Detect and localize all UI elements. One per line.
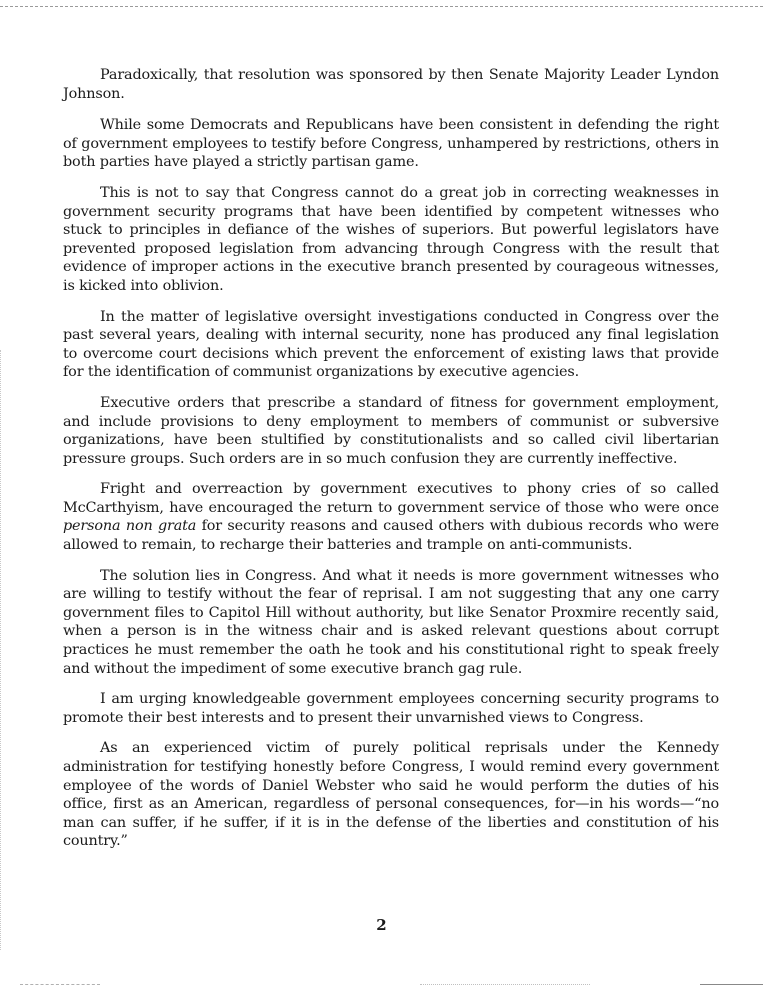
paragraph-7: The solution lies in Congress. And what it needs is more government witnesses who are willing to testify without the fear of reprisal. I am not suggesting that any one carry government files to Capitol Hill without authority, but like Senator Proxmire recently said, when a person is in the witness chair and is asked relevant questions about corrupt practices he must remember the oath he took and his constitutional right to speak freely and without the impediment of some executive branch gag rule. <box>63 567 719 677</box>
paragraph-9: As an experienced victim of purely political reprisals under the Kennedy administration for testifying honestly before Congress, I would remind every government employee of the words of Daniel Webster who said he would perform the duties of his office, first as an American, regardless of personal consequences, for—in his words—“no man can suffer, if he suffer, if it is in the defense of the liberties and constitution of his country.” <box>63 740 719 850</box>
paragraph-6-italic-phrase: persona non grata <box>63 518 197 535</box>
paragraph-1: Paradoxically, that resolution was sponsored by then Senate Majority Leader Lyndon Johnson. <box>63 67 719 102</box>
document-body <box>63 66 719 863</box>
paragraph-8: I am urging knowledgeable government employees concerning security programs to promote their best interests and to present their unvarnished views to Congress. <box>63 691 719 726</box>
paragraph-4: In the matter of legislative oversight investigations conducted in Congress over the past several years, dealing with internal security, none has produced any final legislation to overcome court decisions which prevent the enforcement of existing laws that provide for the identification of communist organizations by executive agencies. <box>63 308 719 381</box>
page-bottom-edge-left <box>20 984 100 985</box>
page-bottom-edge-right <box>700 984 763 985</box>
paragraph-2: While some Democrats and Republicans have been consistent in defending the right of government employees to testify before Congress, unhampered by restrictions, others in both parties have played a strictly partisan game. <box>63 117 719 171</box>
paragraph-3: This is not to say that Congress cannot do a great job in correcting weaknesses in government security programs that have been identified by competent witnesses who stuck to principles in defiance of the wishes of superiors. But powerful legislators have prevented proposed legislation from advancing through Congress with the result that evidence of improper actions in the executive branch presented by courageous witnesses, is kicked into oblivion. <box>63 184 719 294</box>
page-bottom-edge-middle <box>420 984 590 985</box>
paragraph-6-text-before: Fright and overreaction by government executives to phony cries of so called McCarthyism, have encouraged the return to government service of those who were once <box>63 481 719 516</box>
page-top-edge <box>0 0 763 7</box>
paragraph-6-text-after: for security reasons and caused others with dubious records who were allowed to remain, to recharge their batteries and trample on anti-communists. <box>63 518 719 554</box>
left-margin-mark <box>0 350 3 950</box>
paragraph-5: Executive orders that prescribe a standard of fitness for government employment, and include provisions to deny employment to members of communist or subversive organizations, have been stultified by constitutionalists and so called civil libertarian pressure groups. Such orders are in so much confusion they are currently ineffective. <box>63 394 719 467</box>
paragraph-6 <box>63 480 719 554</box>
page-number: 2 <box>376 916 387 934</box>
